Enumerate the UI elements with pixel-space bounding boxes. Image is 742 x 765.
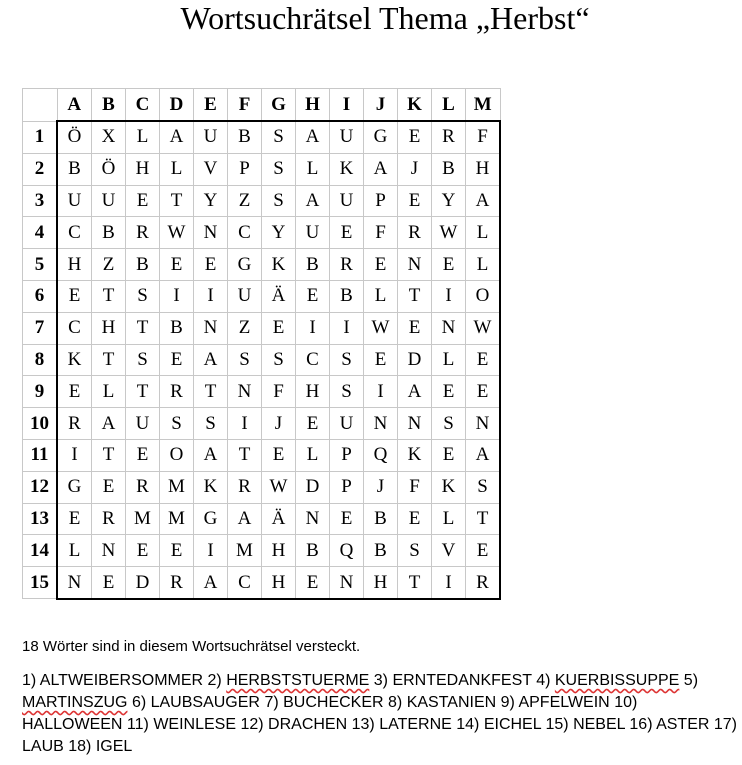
letter-cell: B (160, 312, 194, 344)
hidden-word: ALTWEIBERSOMMER (39, 672, 204, 689)
grid-row (23, 471, 501, 503)
letter-cell: H (262, 535, 296, 567)
column-header: F (228, 89, 262, 122)
letter-cell: R (126, 471, 160, 503)
letter-cell: A (466, 439, 501, 471)
letter-cell: I (228, 408, 262, 440)
letter-cell: N (92, 535, 126, 567)
letter-cell: F (398, 471, 432, 503)
letter-cell: B (364, 503, 398, 535)
letter-cell: Y (194, 185, 228, 217)
letter-cell: U (228, 280, 262, 312)
letter-cell: X (92, 121, 126, 153)
letter-cell: T (228, 439, 262, 471)
letter-cell: Y (432, 185, 466, 217)
letter-cell: P (228, 153, 262, 185)
column-header: I (330, 89, 364, 122)
word-number: 6) (131, 694, 151, 711)
letter-cell: E (364, 344, 398, 376)
letter-cell: U (92, 185, 126, 217)
letter-cell: M (228, 535, 262, 567)
letter-cell: E (364, 249, 398, 281)
letter-cell: S (228, 344, 262, 376)
grid-row (23, 535, 501, 567)
hidden-word: APFELWEIN (518, 694, 610, 711)
grid-row (23, 217, 501, 249)
letter-cell: N (432, 312, 466, 344)
letter-cell: E (398, 312, 432, 344)
word-number: 16) (629, 716, 657, 733)
hidden-word: HALLOWEEN (22, 716, 123, 733)
column-header-row (23, 89, 501, 122)
letter-cell: S (126, 344, 160, 376)
column-header: C (126, 89, 160, 122)
letter-cell: N (57, 567, 92, 599)
letter-cell: K (194, 471, 228, 503)
letter-cell: H (466, 153, 501, 185)
row-header: 5 (23, 249, 58, 281)
letter-cell: B (364, 535, 398, 567)
letter-cell: W (432, 217, 466, 249)
letter-cell: S (160, 408, 194, 440)
column-header: H (296, 89, 330, 122)
letter-cell: E (126, 439, 160, 471)
letter-cell: E (466, 535, 501, 567)
letter-cell: E (126, 185, 160, 217)
letter-cell: T (194, 376, 228, 408)
letter-cell: N (398, 408, 432, 440)
letter-cell: I (194, 280, 228, 312)
row-header: 10 (23, 408, 58, 440)
letter-cell: E (160, 249, 194, 281)
letter-cell: L (92, 376, 126, 408)
letter-cell: K (330, 153, 364, 185)
column-header: J (364, 89, 398, 122)
grid-row (23, 185, 501, 217)
letter-cell: T (160, 185, 194, 217)
hidden-word: BUCHECKER (283, 694, 384, 711)
grid-row (23, 408, 501, 440)
letter-cell: A (296, 185, 330, 217)
letter-cell: A (92, 408, 126, 440)
row-header: 13 (23, 503, 58, 535)
letter-cell: E (92, 567, 126, 599)
letter-cell: Q (364, 439, 398, 471)
letter-cell: U (296, 217, 330, 249)
letter-cell: S (262, 153, 296, 185)
letter-cell: H (262, 567, 296, 599)
letter-cell: K (57, 344, 92, 376)
row-header: 11 (23, 439, 58, 471)
letter-cell: H (364, 567, 398, 599)
row-header: 7 (23, 312, 58, 344)
letter-cell: Ä (262, 280, 296, 312)
word-search-grid (22, 88, 501, 600)
hidden-word: HERBSTSTUERME (226, 672, 370, 689)
hidden-word: EICHEL (483, 716, 542, 733)
column-header: E (194, 89, 228, 122)
letter-cell: C (57, 217, 92, 249)
letter-cell: I (194, 535, 228, 567)
word-number: 2) (207, 672, 227, 689)
row-header: 4 (23, 217, 58, 249)
letter-cell: D (296, 471, 330, 503)
letter-cell: O (466, 280, 501, 312)
letter-cell: R (160, 376, 194, 408)
instruction-text: 18 Wörter sind in diesem Wortsuchrätsel versteckt. (22, 638, 361, 655)
letter-cell: G (194, 503, 228, 535)
word-number: 8) (388, 694, 407, 711)
letter-cell: T (398, 280, 432, 312)
grid-row (23, 121, 501, 153)
letter-cell: R (398, 217, 432, 249)
word-number: 14) (456, 716, 484, 733)
letter-cell: Q (330, 535, 364, 567)
row-header: 8 (23, 344, 58, 376)
letter-cell: B (432, 153, 466, 185)
letter-cell: F (262, 376, 296, 408)
letter-cell: P (330, 471, 364, 503)
letter-cell: A (194, 344, 228, 376)
letter-cell: G (364, 121, 398, 153)
letter-cell: R (228, 471, 262, 503)
letter-cell: J (262, 408, 296, 440)
letter-cell: N (228, 376, 262, 408)
letter-cell: D (398, 344, 432, 376)
word-number: 1) (22, 672, 40, 689)
letter-cell: E (160, 535, 194, 567)
letter-cell: L (466, 249, 501, 281)
row-header: 3 (23, 185, 58, 217)
letter-cell: W (160, 217, 194, 249)
letter-cell: N (194, 312, 228, 344)
letter-cell: F (466, 121, 501, 153)
letter-cell: H (296, 376, 330, 408)
hidden-word: KUERBISSUPPE (554, 672, 680, 689)
letter-cell: T (466, 503, 501, 535)
letter-cell: E (296, 280, 330, 312)
letter-cell: T (92, 280, 126, 312)
word-number: 15) (545, 716, 574, 733)
letter-cell: S (466, 471, 501, 503)
grid-row (23, 376, 501, 408)
hidden-word: WEINLESE (153, 716, 236, 733)
corner-cell (23, 89, 58, 122)
letter-cell: U (57, 185, 92, 217)
letter-cell: B (330, 280, 364, 312)
letter-cell: R (126, 217, 160, 249)
letter-cell: A (466, 185, 501, 217)
page-title: Wortsuchrätsel Thema „Herbst“ (180, 0, 590, 36)
letter-cell: E (57, 280, 92, 312)
row-header: 2 (23, 153, 58, 185)
letter-cell: N (364, 408, 398, 440)
letter-cell: A (364, 153, 398, 185)
word-number: 9) (500, 694, 519, 711)
letter-cell: A (194, 439, 228, 471)
letter-cell: E (432, 439, 466, 471)
letter-cell: E (330, 503, 364, 535)
letter-cell: L (160, 153, 194, 185)
grid-row (23, 567, 501, 599)
letter-cell: I (57, 439, 92, 471)
letter-cell: R (432, 121, 466, 153)
letter-cell: I (330, 312, 364, 344)
word-list (22, 670, 737, 758)
letter-cell: O (160, 439, 194, 471)
word-number: 4) (536, 672, 555, 689)
letter-cell: S (398, 535, 432, 567)
row-header: 15 (23, 567, 58, 599)
letter-cell: J (364, 471, 398, 503)
letter-cell: U (194, 121, 228, 153)
letter-cell: U (126, 408, 160, 440)
letter-cell: E (432, 249, 466, 281)
column-header: A (57, 89, 92, 122)
grid-row (23, 344, 501, 376)
letter-cell: C (57, 312, 92, 344)
letter-cell: S (330, 344, 364, 376)
letter-cell: R (466, 567, 501, 599)
letter-cell: U (330, 185, 364, 217)
letter-cell: R (57, 408, 92, 440)
hidden-word: KASTANIEN (406, 694, 497, 711)
letter-cell: K (432, 471, 466, 503)
letter-cell: Y (262, 217, 296, 249)
letter-cell: E (466, 376, 501, 408)
letter-cell: W (364, 312, 398, 344)
column-header: K (398, 89, 432, 122)
letter-cell: B (296, 535, 330, 567)
letter-cell: L (296, 439, 330, 471)
letter-cell: S (330, 376, 364, 408)
row-header: 9 (23, 376, 58, 408)
hidden-word: DRACHEN (268, 716, 348, 733)
grid-row (23, 249, 501, 281)
letter-cell: P (364, 185, 398, 217)
letter-cell: V (432, 535, 466, 567)
letter-cell: Z (92, 249, 126, 281)
letter-cell: E (398, 185, 432, 217)
letter-cell: S (194, 408, 228, 440)
row-header: 6 (23, 280, 58, 312)
letter-cell: B (228, 121, 262, 153)
letter-cell: L (364, 280, 398, 312)
letter-cell: E (466, 344, 501, 376)
letter-cell: C (228, 217, 262, 249)
letter-cell: H (92, 312, 126, 344)
hidden-word: NEBEL (573, 716, 625, 733)
letter-cell: V (194, 153, 228, 185)
letter-cell: N (194, 217, 228, 249)
word-number: 7) (264, 694, 284, 711)
letter-cell: H (126, 153, 160, 185)
letter-cell: E (398, 121, 432, 153)
grid-row (23, 439, 501, 471)
letter-cell: E (160, 344, 194, 376)
letter-cell: K (398, 439, 432, 471)
letter-cell: E (432, 376, 466, 408)
letter-cell: T (92, 439, 126, 471)
letter-cell: I (364, 376, 398, 408)
grid-row (23, 312, 501, 344)
letter-cell: S (126, 280, 160, 312)
letter-cell: E (398, 503, 432, 535)
letter-cell: D (126, 567, 160, 599)
letter-cell: E (296, 567, 330, 599)
letter-cell: Z (228, 312, 262, 344)
letter-cell: M (160, 503, 194, 535)
letter-cell: M (126, 503, 160, 535)
letter-cell: Z (228, 185, 262, 217)
letter-cell: L (432, 344, 466, 376)
letter-cell: N (296, 503, 330, 535)
letter-cell: S (262, 185, 296, 217)
letter-cell: W (262, 471, 296, 503)
column-header: B (92, 89, 126, 122)
letter-cell: S (262, 344, 296, 376)
letter-cell: K (262, 249, 296, 281)
letter-cell: U (330, 121, 364, 153)
letter-cell: N (398, 249, 432, 281)
letter-cell: J (398, 153, 432, 185)
grid-row (23, 280, 501, 312)
letter-cell: G (228, 249, 262, 281)
letter-cell: L (57, 535, 92, 567)
letter-cell: B (126, 249, 160, 281)
word-number: 3) (373, 672, 393, 689)
letter-cell: B (57, 153, 92, 185)
letter-cell: B (92, 217, 126, 249)
letter-cell: I (432, 280, 466, 312)
hidden-word: IGEL (95, 738, 133, 755)
grid-row (23, 503, 501, 535)
letter-cell: S (262, 121, 296, 153)
letter-cell: A (398, 376, 432, 408)
letter-cell: U (330, 408, 364, 440)
letter-cell: C (296, 344, 330, 376)
letter-cell: R (92, 503, 126, 535)
letter-cell: I (296, 312, 330, 344)
column-header: M (466, 89, 501, 122)
letter-cell: N (330, 567, 364, 599)
letter-cell: A (194, 567, 228, 599)
row-header: 1 (23, 121, 58, 153)
grid-row (23, 153, 501, 185)
hidden-word: MARTINSZUG (22, 694, 128, 711)
letter-cell: E (262, 439, 296, 471)
hidden-word: LAUBSAUGER (150, 694, 260, 711)
letter-cell: F (364, 217, 398, 249)
column-header: G (262, 89, 296, 122)
letter-cell: L (432, 503, 466, 535)
hidden-word: LAUB (22, 738, 64, 755)
hidden-word: ASTER (656, 716, 710, 733)
row-header: 12 (23, 471, 58, 503)
letter-cell: E (330, 217, 364, 249)
hidden-word: ERNTEDANKFEST (392, 672, 532, 689)
letter-cell: B (296, 249, 330, 281)
letter-cell: I (160, 280, 194, 312)
column-header: D (160, 89, 194, 122)
letter-cell: Ö (92, 153, 126, 185)
word-number: 10) (614, 694, 638, 711)
word-number: 13) (351, 716, 380, 733)
letter-cell: W (466, 312, 501, 344)
letter-cell: E (262, 312, 296, 344)
letter-cell: T (126, 312, 160, 344)
letter-cell: E (57, 503, 92, 535)
letter-cell: T (92, 344, 126, 376)
word-number: 12) (240, 716, 269, 733)
letter-cell: A (296, 121, 330, 153)
hidden-word: LATERNE (379, 716, 452, 733)
word-number: 18) (68, 738, 96, 755)
letter-cell: M (160, 471, 194, 503)
letter-cell: E (57, 376, 92, 408)
row-header: 14 (23, 535, 58, 567)
letter-cell: A (160, 121, 194, 153)
letter-cell: H (57, 249, 92, 281)
word-number: 5) (683, 672, 699, 689)
letter-cell: Ä (262, 503, 296, 535)
letter-cell: T (126, 376, 160, 408)
column-header: L (432, 89, 466, 122)
letter-cell: E (92, 471, 126, 503)
letter-cell: T (398, 567, 432, 599)
letter-cell: R (160, 567, 194, 599)
letter-cell: E (126, 535, 160, 567)
word-number: 11) (126, 716, 154, 733)
letter-cell: P (330, 439, 364, 471)
letter-cell: E (194, 249, 228, 281)
letter-cell: L (466, 217, 501, 249)
letter-cell: S (432, 408, 466, 440)
letter-cell: L (126, 121, 160, 153)
letter-cell: Ö (57, 121, 92, 153)
letter-cell: L (296, 153, 330, 185)
letter-cell: R (330, 249, 364, 281)
letter-cell: C (228, 567, 262, 599)
grid-body (23, 121, 501, 599)
letter-cell: I (432, 567, 466, 599)
letter-cell: G (57, 471, 92, 503)
word-number: 17) (713, 716, 737, 733)
letter-cell: A (228, 503, 262, 535)
letter-cell: N (466, 408, 501, 440)
letter-cell: E (296, 408, 330, 440)
